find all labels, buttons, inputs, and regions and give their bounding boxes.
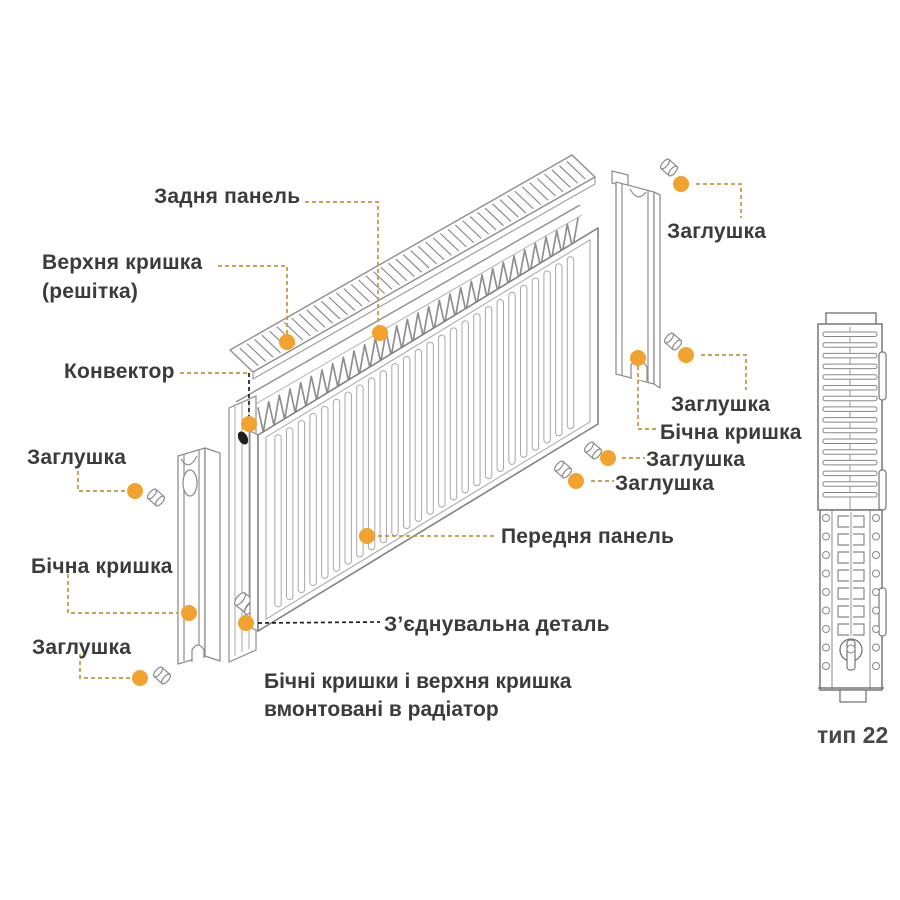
top-cover-label-line1: Верхня кришка [42, 251, 203, 274]
top-cover-label-line2: (решітка) [42, 280, 139, 303]
back-panel-label: Задня панель [154, 185, 301, 208]
plug-label-left-2: Заглушка [32, 636, 132, 659]
assembly-note-line2: вмонтовані в радіатор [264, 698, 499, 721]
side-cover-label-right: Бічна кришка [660, 421, 802, 444]
plug-label-right-4: Заглушка [615, 472, 715, 495]
front-panel-label: Передня панель [501, 525, 675, 548]
assembly-note [264, 668, 571, 724]
connector-label: З’єднувальна деталь [384, 613, 610, 636]
assembly-note-line1: Бічні кришки і верхня кришка [264, 670, 572, 693]
front-panel-drawing [250, 228, 598, 631]
convector-label: Конвектор [64, 360, 175, 383]
side-section-view [818, 313, 886, 702]
top-cover-label [42, 248, 202, 306]
plug-label-left-1: Заглушка [27, 446, 127, 469]
radiator-type-label: тип 22 [817, 722, 889, 748]
plug-label-right-3: Заглушка [646, 448, 746, 471]
side-cover-label-left: Бічна кришка [31, 555, 173, 578]
left-side-cover-drawing [178, 448, 220, 664]
plug-label-top-right: Заглушка [667, 220, 767, 243]
plug-label-right-2: Заглушка [671, 393, 771, 416]
